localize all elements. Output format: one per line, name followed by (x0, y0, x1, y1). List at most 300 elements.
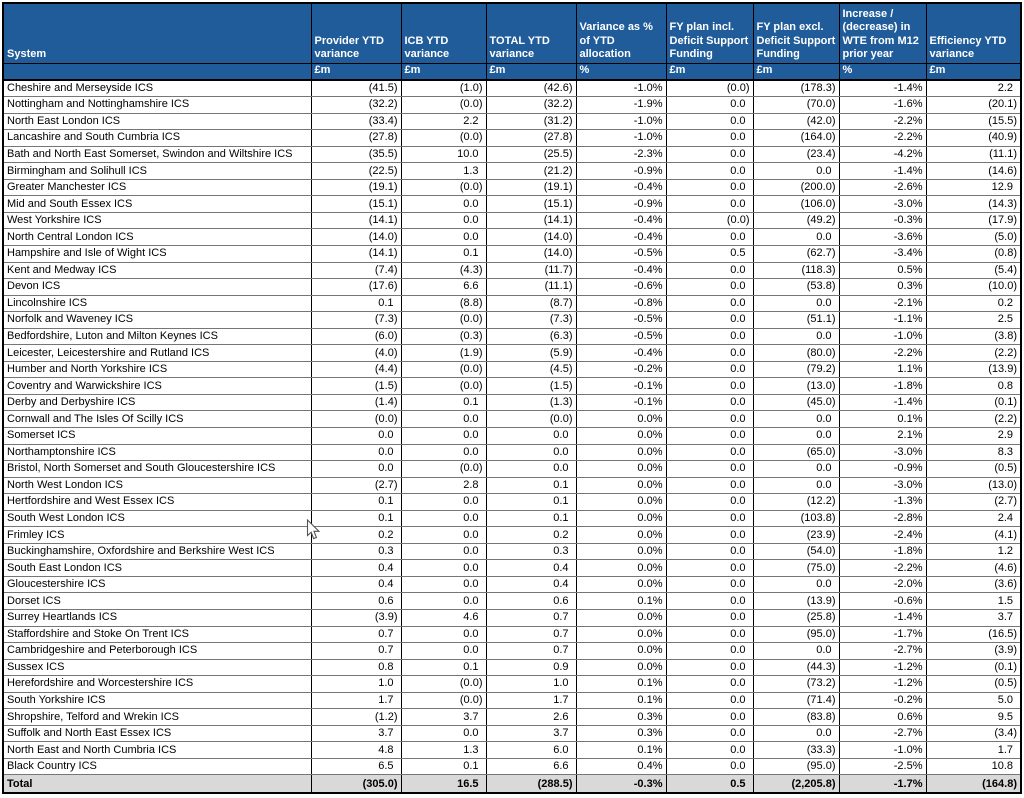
value-cell[interactable]: (0.0) (486, 411, 576, 428)
value-cell[interactable]: 0.0 (401, 725, 486, 742)
value-cell[interactable]: 1.1% (839, 361, 926, 378)
value-cell[interactable]: 0.0 (666, 345, 753, 362)
value-cell[interactable]: 1.5 (926, 593, 1021, 610)
unit-header-efficiency-ytd-variance[interactable]: £m (926, 63, 1021, 80)
value-cell[interactable]: 2.4 (926, 510, 1021, 527)
system-name-cell[interactable]: Mid and South Essex ICS (3, 196, 311, 213)
value-cell[interactable]: 0.0 (401, 229, 486, 246)
system-name-cell[interactable]: Greater Manchester ICS (3, 179, 311, 196)
value-cell[interactable]: 2.1% (839, 427, 926, 444)
value-cell[interactable]: 4.8 (311, 742, 401, 759)
value-cell[interactable]: 0.0 (666, 610, 753, 627)
value-cell[interactable]: (0.0) (401, 692, 486, 709)
value-cell[interactable]: (75.0) (753, 560, 839, 577)
value-cell[interactable]: 0.0 (486, 427, 576, 444)
value-cell[interactable]: 0.0% (576, 510, 666, 527)
value-cell[interactable]: 0.0 (401, 444, 486, 461)
value-cell[interactable]: (33.3) (753, 742, 839, 759)
value-cell[interactable]: 0.0 (753, 725, 839, 742)
value-cell[interactable]: -2.2% (839, 560, 926, 577)
value-cell[interactable]: 0.0% (576, 626, 666, 643)
value-cell[interactable]: 0.0 (666, 279, 753, 296)
value-cell[interactable]: (49.2) (753, 212, 839, 229)
value-cell[interactable]: (11.1) (486, 279, 576, 296)
total-value-cell[interactable]: (305.0) (311, 775, 401, 793)
value-cell[interactable]: 0.3 (486, 543, 576, 560)
value-cell[interactable]: 2.9 (926, 427, 1021, 444)
value-cell[interactable]: 0.0 (753, 163, 839, 180)
value-cell[interactable]: -4.2% (839, 146, 926, 163)
value-cell[interactable]: 0.0 (666, 361, 753, 378)
system-name-cell[interactable]: Nottingham and Nottinghamshire ICS (3, 97, 311, 114)
value-cell[interactable]: 0.6 (486, 593, 576, 610)
value-cell[interactable]: (13.9) (926, 361, 1021, 378)
value-cell[interactable]: 0.1 (486, 510, 576, 527)
value-cell[interactable]: 0.0 (666, 196, 753, 213)
system-name-cell[interactable]: Somerset ICS (3, 427, 311, 444)
value-cell[interactable]: 0.0 (666, 163, 753, 180)
value-cell[interactable]: (53.8) (753, 279, 839, 296)
value-cell[interactable]: 0.0 (401, 196, 486, 213)
value-cell[interactable]: -1.0% (839, 328, 926, 345)
value-cell[interactable]: (15.1) (311, 196, 401, 213)
value-cell[interactable]: -2.7% (839, 725, 926, 742)
value-cell[interactable]: 6.0 (486, 742, 576, 759)
value-cell[interactable]: (17.9) (926, 212, 1021, 229)
system-name-cell[interactable]: Surrey Heartlands ICS (3, 610, 311, 627)
value-cell[interactable]: 0.0% (576, 444, 666, 461)
value-cell[interactable]: 0.0 (666, 510, 753, 527)
value-cell[interactable]: -2.7% (839, 643, 926, 660)
value-cell[interactable]: (32.2) (486, 97, 576, 114)
value-cell[interactable]: (0.1) (926, 394, 1021, 411)
system-name-cell[interactable]: Derby and Derbyshire ICS (3, 394, 311, 411)
value-cell[interactable]: 0.1 (486, 477, 576, 494)
unit-header-provider-ytd-variance[interactable]: £m (311, 63, 401, 80)
system-name-cell[interactable]: Cornwall and The Isles Of Scilly ICS (3, 411, 311, 428)
value-cell[interactable]: (16.5) (926, 626, 1021, 643)
value-cell[interactable]: (23.9) (753, 527, 839, 544)
value-cell[interactable]: 0.1 (311, 494, 401, 511)
value-cell[interactable]: 0.0 (666, 659, 753, 676)
value-cell[interactable]: 0.0 (666, 477, 753, 494)
value-cell[interactable]: 0.0 (666, 643, 753, 660)
value-cell[interactable]: 0.0 (486, 444, 576, 461)
system-name-cell[interactable]: Cambridgeshire and Peterborough ICS (3, 643, 311, 660)
value-cell[interactable]: (0.0) (401, 312, 486, 329)
value-cell[interactable]: (19.1) (311, 179, 401, 196)
value-cell[interactable]: (3.9) (926, 643, 1021, 660)
value-cell[interactable]: 0.9 (486, 659, 576, 676)
value-cell[interactable]: 0.0% (576, 527, 666, 544)
system-name-cell[interactable]: West Yorkshire ICS (3, 212, 311, 229)
value-cell[interactable]: (27.8) (311, 130, 401, 147)
value-cell[interactable]: 3.7 (926, 610, 1021, 627)
value-cell[interactable]: -2.2% (839, 113, 926, 130)
value-cell[interactable]: (3.6) (926, 576, 1021, 593)
value-cell[interactable]: -2.0% (839, 576, 926, 593)
value-cell[interactable]: (4.0) (311, 345, 401, 362)
value-cell[interactable]: (164.0) (753, 130, 839, 147)
value-cell[interactable]: 0.0 (666, 146, 753, 163)
value-cell[interactable]: 0.0 (311, 427, 401, 444)
value-cell[interactable]: 0.1% (576, 692, 666, 709)
value-cell[interactable]: -2.6% (839, 179, 926, 196)
system-name-cell[interactable]: Norfolk and Waveney ICS (3, 312, 311, 329)
value-cell[interactable]: 0.0% (576, 576, 666, 593)
total-label-cell[interactable]: Total (3, 775, 311, 793)
value-cell[interactable]: 0.0 (753, 411, 839, 428)
value-cell[interactable]: (23.4) (753, 146, 839, 163)
value-cell[interactable]: 0.0 (666, 394, 753, 411)
value-cell[interactable]: 0.1% (576, 593, 666, 610)
value-cell[interactable]: 0.0 (666, 130, 753, 147)
value-cell[interactable]: 0.0 (666, 593, 753, 610)
value-cell[interactable]: 4.6 (401, 610, 486, 627)
value-cell[interactable]: 0.0 (666, 494, 753, 511)
value-cell[interactable]: 2.8 (401, 477, 486, 494)
value-cell[interactable]: 3.7 (311, 725, 401, 742)
value-cell[interactable]: 0.0 (753, 643, 839, 660)
value-cell[interactable]: 0.1 (401, 758, 486, 775)
value-cell[interactable]: 0.0 (666, 692, 753, 709)
value-cell[interactable]: 0.7 (486, 610, 576, 627)
value-cell[interactable]: (14.0) (486, 245, 576, 262)
value-cell[interactable]: 1.7 (311, 692, 401, 709)
value-cell[interactable]: 0.0 (753, 427, 839, 444)
value-cell[interactable]: (4.6) (926, 560, 1021, 577)
value-cell[interactable]: 0.4% (576, 758, 666, 775)
value-cell[interactable]: -3.0% (839, 444, 926, 461)
column-header-fy-plan-excl-deficit-support-funding[interactable]: FY plan excl. Deficit Support Funding (753, 3, 839, 63)
system-name-cell[interactable]: Humber and North Yorkshire ICS (3, 361, 311, 378)
value-cell[interactable]: 0.2 (486, 527, 576, 544)
value-cell[interactable]: 0.0 (753, 477, 839, 494)
value-cell[interactable]: 0.7 (486, 626, 576, 643)
value-cell[interactable]: -0.9% (839, 461, 926, 478)
value-cell[interactable]: 0.0 (666, 461, 753, 478)
system-name-cell[interactable]: Suffolk and North East Essex ICS (3, 725, 311, 742)
value-cell[interactable]: 0.0 (401, 626, 486, 643)
value-cell[interactable]: 0.0 (666, 229, 753, 246)
value-cell[interactable]: -0.4% (576, 179, 666, 196)
value-cell[interactable]: (54.0) (753, 543, 839, 560)
value-cell[interactable]: 2.2 (926, 80, 1021, 97)
value-cell[interactable]: (0.0) (401, 378, 486, 395)
value-cell[interactable]: 9.5 (926, 709, 1021, 726)
value-cell[interactable]: 0.1 (311, 510, 401, 527)
system-name-cell[interactable]: South Yorkshire ICS (3, 692, 311, 709)
value-cell[interactable]: 12.9 (926, 179, 1021, 196)
value-cell[interactable]: (95.0) (753, 758, 839, 775)
value-cell[interactable]: (4.5) (486, 361, 576, 378)
system-name-cell[interactable]: Lancashire and South Cumbria ICS (3, 130, 311, 147)
value-cell[interactable]: (0.0) (666, 80, 753, 97)
value-cell[interactable]: (1.3) (486, 394, 576, 411)
value-cell[interactable]: (45.0) (753, 394, 839, 411)
value-cell[interactable]: -2.2% (839, 345, 926, 362)
value-cell[interactable]: 0.0 (666, 560, 753, 577)
total-value-cell[interactable]: (164.8) (926, 775, 1021, 793)
value-cell[interactable]: -0.8% (576, 295, 666, 312)
system-name-cell[interactable]: North East and North Cumbria ICS (3, 742, 311, 759)
value-cell[interactable]: (14.1) (311, 245, 401, 262)
value-cell[interactable]: 0.0 (311, 444, 401, 461)
value-cell[interactable]: (25.8) (753, 610, 839, 627)
value-cell[interactable]: (6.3) (486, 328, 576, 345)
system-name-cell[interactable]: Shropshire, Telford and Wrekin ICS (3, 709, 311, 726)
value-cell[interactable]: 0.0 (666, 312, 753, 329)
value-cell[interactable]: -1.3% (839, 494, 926, 511)
value-cell[interactable]: (7.3) (486, 312, 576, 329)
unit-header-variance-as-of-ytd-allocation[interactable]: % (576, 63, 666, 80)
system-name-cell[interactable]: Devon ICS (3, 279, 311, 296)
value-cell[interactable]: (44.3) (753, 659, 839, 676)
value-cell[interactable]: (95.0) (753, 626, 839, 643)
value-cell[interactable]: (0.3) (401, 328, 486, 345)
value-cell[interactable]: 0.0 (753, 295, 839, 312)
value-cell[interactable]: 0.1 (401, 659, 486, 676)
value-cell[interactable]: -0.1% (576, 378, 666, 395)
value-cell[interactable]: (0.0) (401, 97, 486, 114)
value-cell[interactable]: (0.0) (401, 676, 486, 693)
value-cell[interactable]: 0.0 (753, 229, 839, 246)
value-cell[interactable]: (1.9) (401, 345, 486, 362)
system-name-cell[interactable]: Coventry and Warwickshire ICS (3, 378, 311, 395)
value-cell[interactable]: 0.1 (401, 245, 486, 262)
value-cell[interactable]: -2.1% (839, 295, 926, 312)
system-name-cell[interactable]: Herefordshire and Worcestershire ICS (3, 676, 311, 693)
value-cell[interactable]: (13.0) (753, 378, 839, 395)
value-cell[interactable]: 0.0 (486, 461, 576, 478)
value-cell[interactable]: 0.0 (666, 262, 753, 279)
value-cell[interactable]: (5.4) (926, 262, 1021, 279)
value-cell[interactable]: 0.3 (311, 543, 401, 560)
value-cell[interactable]: 0.0 (401, 510, 486, 527)
value-cell[interactable]: (20.1) (926, 97, 1021, 114)
system-name-cell[interactable]: South East London ICS (3, 560, 311, 577)
value-cell[interactable]: 0.3% (839, 279, 926, 296)
value-cell[interactable]: -1.4% (839, 163, 926, 180)
unit-header-increase-decrease-in-wte-from-m12-prior-year[interactable]: % (839, 63, 926, 80)
value-cell[interactable]: (31.2) (486, 113, 576, 130)
value-cell[interactable]: -0.6% (839, 593, 926, 610)
value-cell[interactable]: (35.5) (311, 146, 401, 163)
value-cell[interactable]: -0.9% (576, 163, 666, 180)
value-cell[interactable]: 6.5 (311, 758, 401, 775)
value-cell[interactable]: 0.0% (576, 643, 666, 660)
value-cell[interactable]: (1.5) (311, 378, 401, 395)
column-header-increase-decrease-in-wte-from-m12-prior-year[interactable]: Increase / (decrease) in WTE from M12 prior year (839, 3, 926, 63)
column-header-variance-as-of-ytd-allocation[interactable]: Variance as % of YTD allocation (576, 3, 666, 63)
value-cell[interactable]: 5.0 (926, 692, 1021, 709)
value-cell[interactable]: -0.4% (576, 345, 666, 362)
value-cell[interactable]: -1.2% (839, 676, 926, 693)
value-cell[interactable]: (6.0) (311, 328, 401, 345)
value-cell[interactable]: (25.5) (486, 146, 576, 163)
value-cell[interactable]: -3.4% (839, 245, 926, 262)
value-cell[interactable]: 0.7 (311, 643, 401, 660)
value-cell[interactable]: -1.8% (839, 543, 926, 560)
system-name-cell[interactable]: Hertfordshire and West Essex ICS (3, 494, 311, 511)
value-cell[interactable]: -0.5% (576, 245, 666, 262)
value-cell[interactable]: (14.0) (486, 229, 576, 246)
value-cell[interactable]: -0.6% (576, 279, 666, 296)
value-cell[interactable]: 0.0 (401, 593, 486, 610)
value-cell[interactable]: (0.0) (666, 212, 753, 229)
value-cell[interactable]: (11.7) (486, 262, 576, 279)
value-cell[interactable]: (0.5) (926, 676, 1021, 693)
value-cell[interactable]: 0.0 (753, 461, 839, 478)
value-cell[interactable]: (178.3) (753, 80, 839, 97)
value-cell[interactable]: 3.7 (486, 725, 576, 742)
system-name-cell[interactable]: Birmingham and Solihull ICS (3, 163, 311, 180)
column-header-fy-plan-incl-deficit-support-funding[interactable]: FY plan incl. Deficit Support Funding (666, 3, 753, 63)
value-cell[interactable]: -1.0% (576, 113, 666, 130)
system-name-cell[interactable]: Staffordshire and Stoke On Trent ICS (3, 626, 311, 643)
value-cell[interactable]: -1.0% (576, 130, 666, 147)
value-cell[interactable]: (8.7) (486, 295, 576, 312)
value-cell[interactable]: 0.0 (666, 576, 753, 593)
value-cell[interactable]: -2.2% (839, 130, 926, 147)
value-cell[interactable]: 0.0 (666, 295, 753, 312)
value-cell[interactable]: 1.3 (401, 742, 486, 759)
value-cell[interactable]: (70.0) (753, 97, 839, 114)
value-cell[interactable]: 0.8 (311, 659, 401, 676)
value-cell[interactable]: (200.0) (753, 179, 839, 196)
value-cell[interactable]: (0.0) (401, 130, 486, 147)
value-cell[interactable]: (62.7) (753, 245, 839, 262)
value-cell[interactable]: -2.5% (839, 758, 926, 775)
value-cell[interactable]: 0.3% (576, 725, 666, 742)
column-header-provider-ytd-variance[interactable]: Provider YTD variance (311, 3, 401, 63)
value-cell[interactable]: (32.2) (311, 97, 401, 114)
value-cell[interactable]: -0.3% (839, 212, 926, 229)
value-cell[interactable]: -0.9% (576, 196, 666, 213)
total-value-cell[interactable]: -1.7% (839, 775, 926, 793)
value-cell[interactable]: (13.9) (753, 593, 839, 610)
value-cell[interactable]: (1.2) (311, 709, 401, 726)
value-cell[interactable]: 0.0 (666, 758, 753, 775)
value-cell[interactable]: -1.7% (839, 626, 926, 643)
unit-header-fy-plan-excl-deficit-support-funding[interactable]: £m (753, 63, 839, 80)
value-cell[interactable]: (42.6) (486, 80, 576, 97)
value-cell[interactable]: 0.0% (576, 494, 666, 511)
value-cell[interactable]: -0.4% (576, 262, 666, 279)
value-cell[interactable]: 2.6 (486, 709, 576, 726)
value-cell[interactable]: -1.1% (839, 312, 926, 329)
value-cell[interactable]: (106.0) (753, 196, 839, 213)
value-cell[interactable]: (4.4) (311, 361, 401, 378)
unit-header-icb-ytd-variance[interactable]: £m (401, 63, 486, 80)
value-cell[interactable]: (40.9) (926, 130, 1021, 147)
value-cell[interactable]: 0.8 (926, 378, 1021, 395)
value-cell[interactable]: 0.7 (486, 643, 576, 660)
value-cell[interactable]: 0.0 (666, 742, 753, 759)
value-cell[interactable]: -0.5% (576, 328, 666, 345)
value-cell[interactable]: (2.2) (926, 345, 1021, 362)
value-cell[interactable]: (0.0) (311, 411, 401, 428)
system-name-cell[interactable]: North Central London ICS (3, 229, 311, 246)
value-cell[interactable]: -0.4% (576, 229, 666, 246)
value-cell[interactable]: (4.1) (926, 527, 1021, 544)
value-cell[interactable]: 0.5 (666, 245, 753, 262)
value-cell[interactable]: -0.5% (576, 312, 666, 329)
value-cell[interactable]: (3.4) (926, 725, 1021, 742)
value-cell[interactable]: (2.7) (311, 477, 401, 494)
value-cell[interactable]: (15.1) (486, 196, 576, 213)
value-cell[interactable]: (8.8) (401, 295, 486, 312)
value-cell[interactable]: (80.0) (753, 345, 839, 362)
value-cell[interactable]: 2.2 (401, 113, 486, 130)
value-cell[interactable]: (22.5) (311, 163, 401, 180)
system-name-cell[interactable]: Lincolnshire ICS (3, 295, 311, 312)
system-name-cell[interactable]: Bedfordshire, Luton and Milton Keynes ICS (3, 328, 311, 345)
value-cell[interactable]: 0.0 (401, 543, 486, 560)
value-cell[interactable]: (3.8) (926, 328, 1021, 345)
column-header-icb-ytd-variance[interactable]: ICB YTD variance (401, 3, 486, 63)
value-cell[interactable]: 6.6 (401, 279, 486, 296)
value-cell[interactable]: (10.0) (926, 279, 1021, 296)
system-name-cell[interactable]: Kent and Medway ICS (3, 262, 311, 279)
value-cell[interactable]: (11.1) (926, 146, 1021, 163)
value-cell[interactable]: 10.8 (926, 758, 1021, 775)
unit-header-system[interactable] (3, 63, 311, 80)
value-cell[interactable]: (79.2) (753, 361, 839, 378)
value-cell[interactable]: 0.0 (666, 378, 753, 395)
system-name-cell[interactable]: Northamptonshire ICS (3, 444, 311, 461)
value-cell[interactable]: 0.4 (311, 560, 401, 577)
value-cell[interactable]: 0.1 (486, 494, 576, 511)
value-cell[interactable]: 0.1% (576, 676, 666, 693)
system-name-cell[interactable]: South West London ICS (3, 510, 311, 527)
value-cell[interactable]: 0.0 (401, 527, 486, 544)
column-header-system[interactable]: System (3, 3, 311, 63)
value-cell[interactable]: 0.0 (666, 97, 753, 114)
value-cell[interactable]: 0.0% (576, 560, 666, 577)
value-cell[interactable]: (73.2) (753, 676, 839, 693)
value-cell[interactable]: -1.8% (839, 378, 926, 395)
value-cell[interactable]: (0.5) (926, 461, 1021, 478)
value-cell[interactable]: (118.3) (753, 262, 839, 279)
value-cell[interactable]: 0.0% (576, 411, 666, 428)
value-cell[interactable]: 0.7 (311, 626, 401, 643)
value-cell[interactable]: 6.6 (486, 758, 576, 775)
value-cell[interactable]: -0.4% (576, 212, 666, 229)
value-cell[interactable]: (19.1) (486, 179, 576, 196)
value-cell[interactable]: 0.6 (311, 593, 401, 610)
system-name-cell[interactable]: Bath and North East Somerset, Swindon and Wiltshire ICS (3, 146, 311, 163)
value-cell[interactable]: 0.0 (666, 709, 753, 726)
value-cell[interactable]: 1.0 (311, 676, 401, 693)
unit-header-fy-plan-incl-deficit-support-funding[interactable]: £m (666, 63, 753, 80)
value-cell[interactable]: 1.2 (926, 543, 1021, 560)
value-cell[interactable]: 0.0 (666, 113, 753, 130)
value-cell[interactable]: 0.0 (666, 427, 753, 444)
system-name-cell[interactable]: Leicester, Leicestershire and Rutland ICS (3, 345, 311, 362)
value-cell[interactable]: 0.1% (839, 411, 926, 428)
value-cell[interactable]: 0.0 (401, 212, 486, 229)
value-cell[interactable]: -1.0% (576, 80, 666, 97)
value-cell[interactable]: (42.0) (753, 113, 839, 130)
value-cell[interactable]: (14.6) (926, 163, 1021, 180)
value-cell[interactable]: 1.7 (926, 742, 1021, 759)
value-cell[interactable]: (7.4) (311, 262, 401, 279)
value-cell[interactable]: 0.0 (401, 494, 486, 511)
value-cell[interactable]: 0.0 (666, 411, 753, 428)
value-cell[interactable]: (3.9) (311, 610, 401, 627)
value-cell[interactable]: -3.6% (839, 229, 926, 246)
